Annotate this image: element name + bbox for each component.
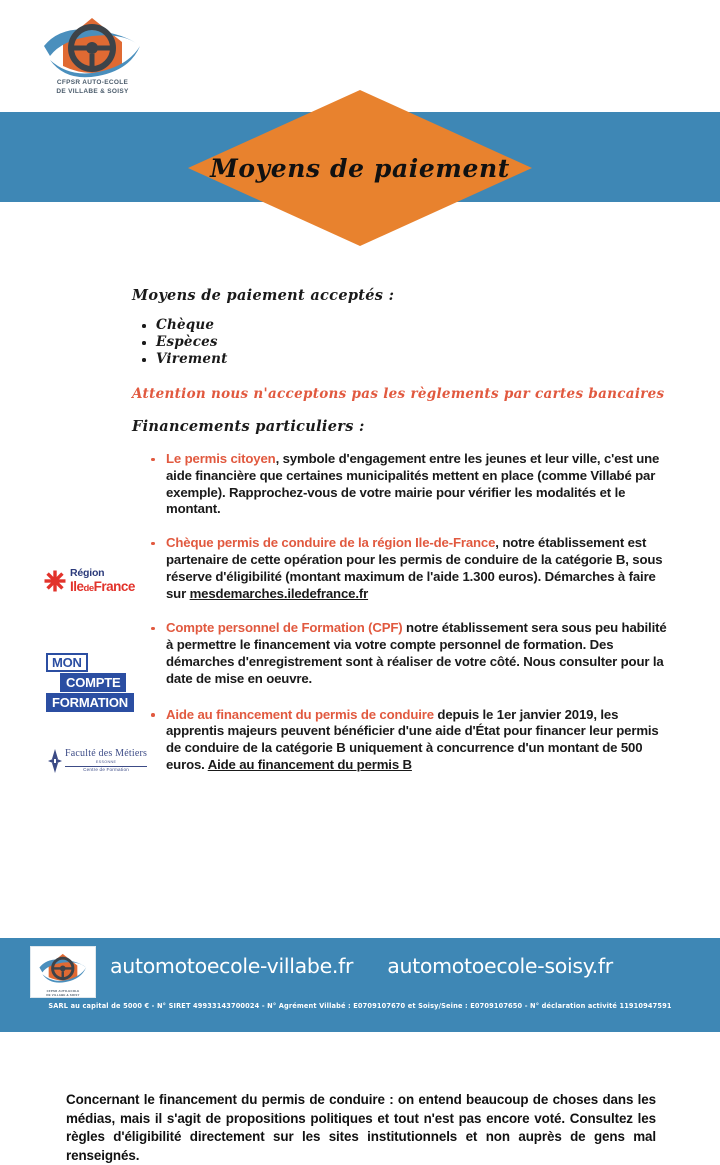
footer-logo (30, 946, 96, 998)
item-body: , symbole d'engagement entre les jeunes et leur ville, c'est une aide financière que certaines municipalités mettent en place (comme Villabé par exemple). Rapprochez-vous de votre mairie pour vérifier les modalités et le montant. (166, 451, 660, 517)
idf-line-iledefrance (70, 580, 135, 594)
list-item: Virement (156, 351, 228, 367)
idf-star-icon (44, 570, 66, 592)
aide-permis-b-link[interactable]: Aide au financement du permis B (207, 756, 412, 772)
item-lead: Compte personnel de Formation (CPF) (166, 620, 403, 636)
list-item: Chèque (156, 317, 228, 334)
footer-logo-caption (31, 989, 95, 998)
fdm-title: Faculté des Métiers (65, 748, 148, 760)
item-body: notre établissement sera sous peu habilité à permettre le financement via votre compte personnel de formation. Des démarches d'enregistrement sont à réaliser de votre côté. Nous consulter pour la date de mise en oeuvre. (166, 620, 667, 686)
financements-heading: Financements particuliers : (132, 418, 365, 435)
list-item (150, 620, 670, 687)
item-body: , notre établissement est partenaire de cette opération pour les permis de conduire de la catégorie B, sous réserve d'éligibilité (montant maximum de l'aide 1.300 euros). Démarches à faire sur (166, 535, 663, 601)
idf-de: de (83, 582, 94, 594)
financements-list (150, 451, 670, 774)
page-footer (0, 938, 720, 1032)
cfpsr-auto-ecole-logo (30, 8, 155, 104)
mon-compte-formation-logo (46, 653, 146, 710)
fdm-essonne: ESSONNE (95, 759, 117, 764)
faculte-des-metiers-logo (48, 748, 152, 782)
brand-mark-graphic (30, 8, 155, 78)
item-lead: Chèque permis de conduire de la région Ile-de-France (166, 535, 496, 551)
list-item (150, 535, 670, 602)
footer-caption-line2: DE VILLABE & SOISY (46, 993, 80, 998)
footer-caption-line1: CFPSR AUTO-ECOLE (46, 989, 80, 993)
item-body: depuis le 1er janvier 2019, les apprentis majeurs peuvent bénéficier d'une aide d'État pour financer leur permis de conduire de la catégorie B uniquement à concurrence d'un montant de 500 euros. (166, 706, 659, 772)
brand-caption-line1: CFPSR AUTO-ECOLE (56, 79, 129, 86)
cpf-word-formation: FORMATION (46, 693, 134, 712)
idf-line-region: Région (70, 567, 105, 579)
list-item (150, 707, 670, 774)
brand-caption-line2: DE VILLABE & SOISY (56, 88, 129, 96)
idf-france: France (93, 578, 135, 594)
page-title: Moyens de paiement (210, 153, 510, 183)
region-ile-de-france-logo (44, 568, 148, 610)
compass-arrow-icon (48, 748, 62, 774)
idf-ile: Ile (70, 578, 84, 594)
cpf-word-compte: COMPTE (60, 673, 126, 692)
site-link-villabe[interactable]: automotoecole-villabe.fr (110, 954, 354, 978)
footer-legal-text: SARL au capital de 5000 € - N° SIRET 49933143700024 - N° Agrément Villabé : E0709107670 et Soisy/Seine : E0709107650 - N° déclaration activité 11910947591 (48, 1002, 672, 1010)
footer-brand-mark-graphic (31, 949, 95, 983)
idf-link[interactable]: mesdemarches.iledefrance.fr (189, 585, 369, 601)
no-card-warning: Attention nous n'acceptons pas les règlements par cartes bancaires (132, 386, 665, 402)
item-lead: Aide au financement du permis de conduire (166, 706, 434, 722)
accepted-methods-heading: Moyens de paiement acceptés : (132, 287, 395, 304)
closing-paragraph: Concernant le financement du permis de conduire : on entend beaucoup de choses dans les médias, mais il s'agit de propositions politiques et tout n'est pas encore voté. Consultez les règles d'éligibilité directement sur les sites institutionnels et non auprès de gens mal renseignés. (66, 1092, 656, 1163)
cpf-word-mon: MON (46, 653, 88, 672)
accepted-methods-list (132, 317, 228, 368)
title-banner (180, 88, 540, 248)
site-link-soisy[interactable]: automotoecole-soisy.fr (387, 954, 613, 978)
list-item (150, 451, 670, 518)
fdm-subtitle: Centre de Formation (83, 766, 130, 772)
footer-site-links (110, 954, 710, 978)
item-lead: Le permis citoyen (166, 451, 276, 466)
list-item: Espèces (156, 334, 228, 351)
brand-caption (30, 78, 155, 97)
